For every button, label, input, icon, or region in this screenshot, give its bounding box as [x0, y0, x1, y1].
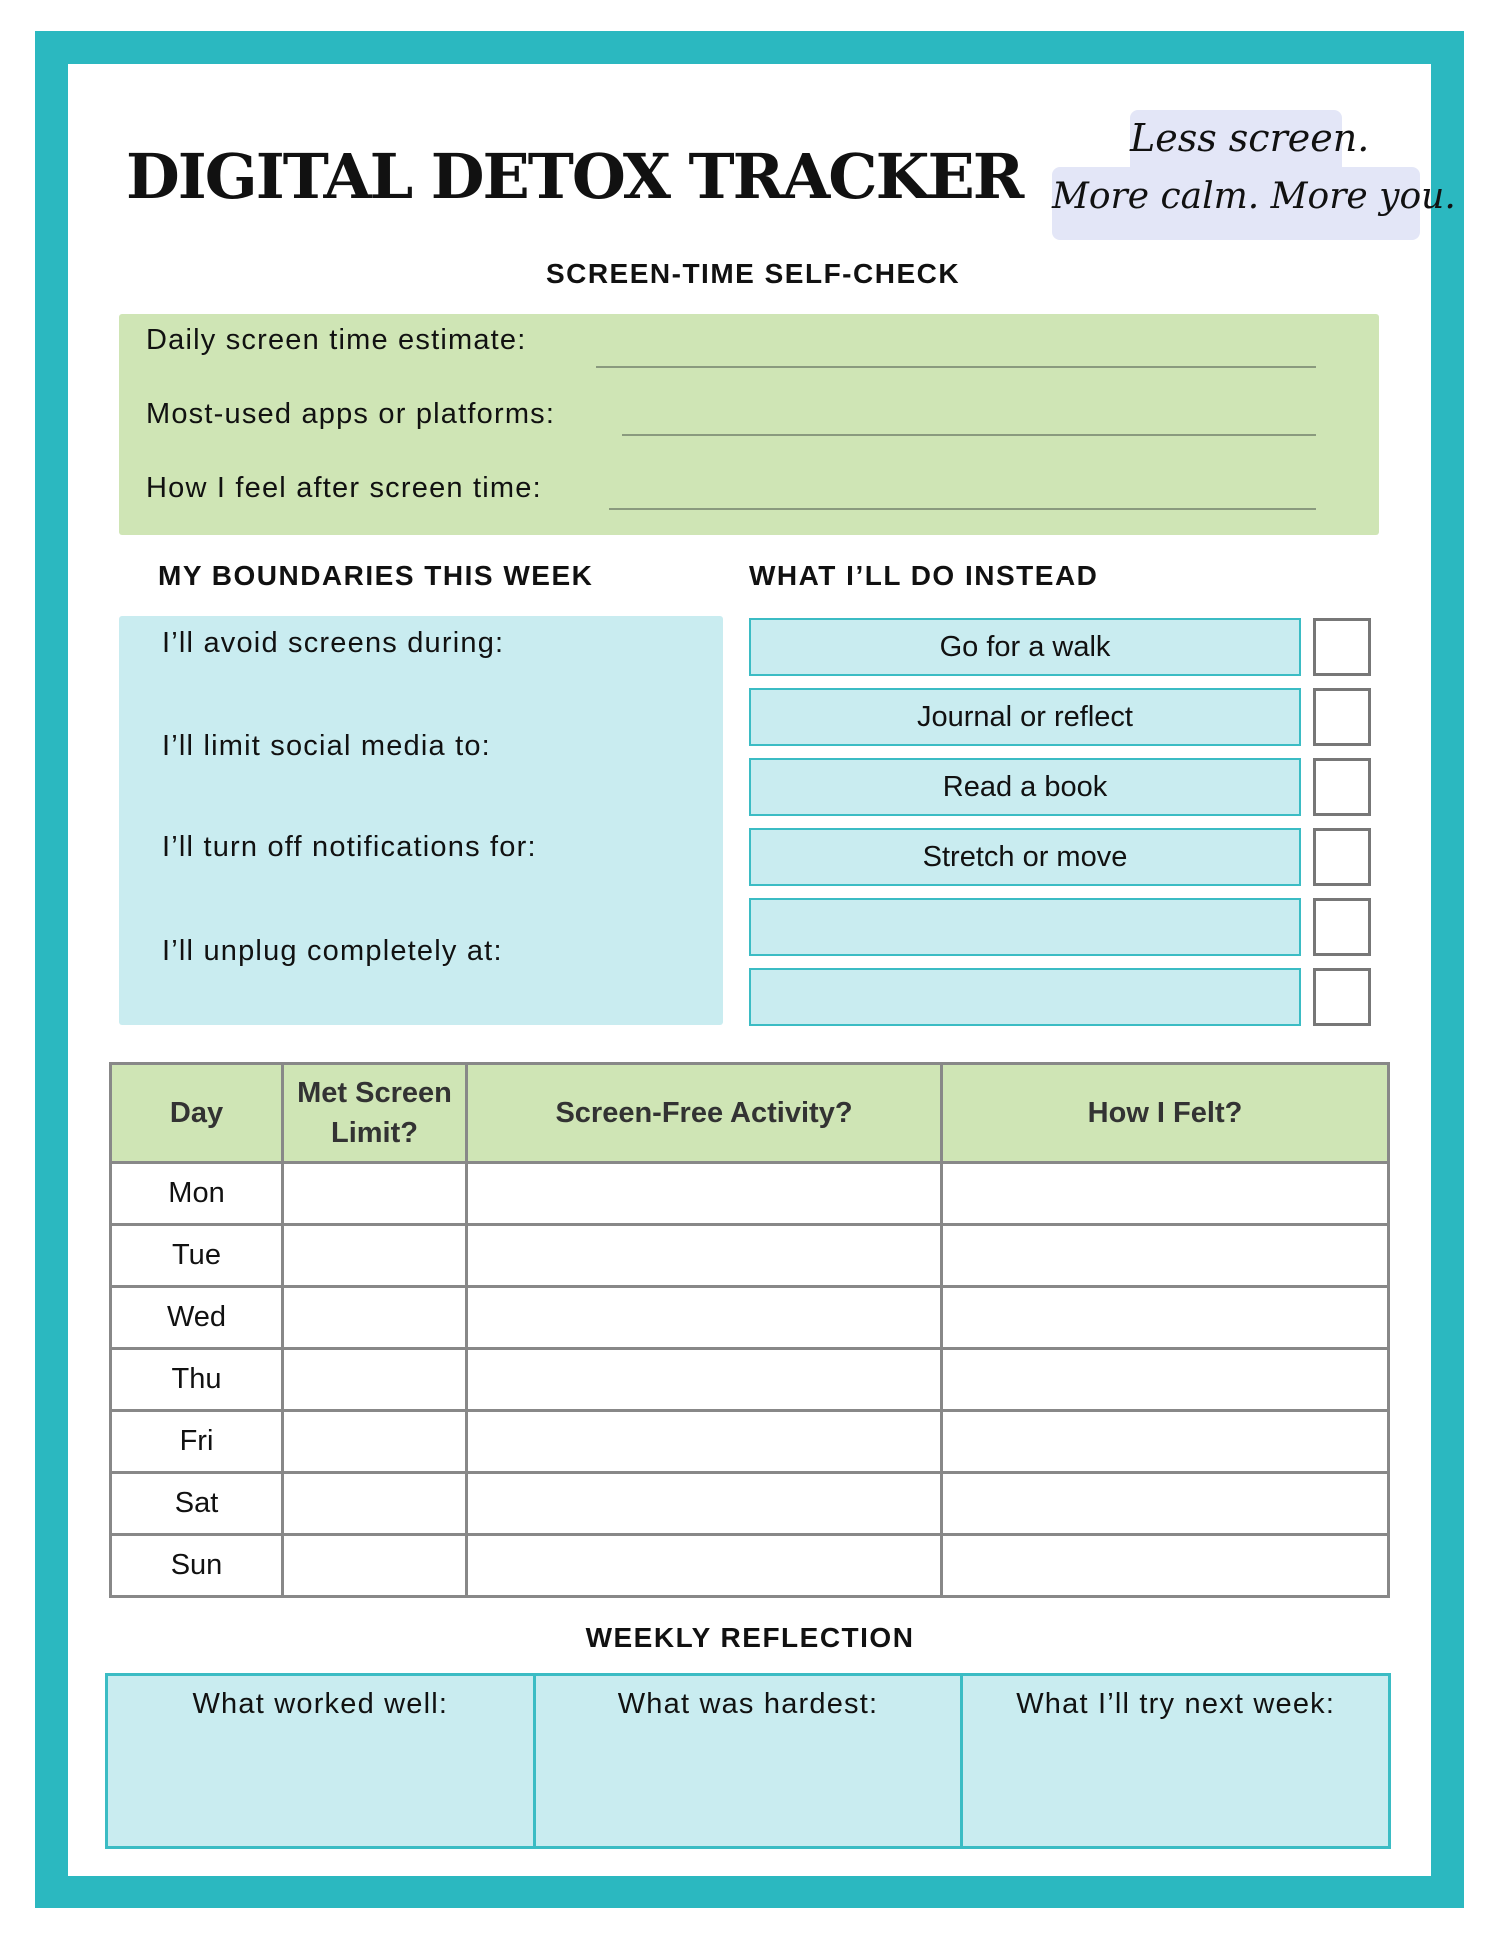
felt-cell[interactable]	[942, 1287, 1389, 1349]
field-label: Daily screen time estimate:	[146, 324, 527, 356]
activity-checkbox[interactable]	[1313, 618, 1371, 676]
activity-checkbox[interactable]	[1313, 968, 1371, 1026]
activity-option-blank[interactable]	[749, 968, 1301, 1026]
table-row	[111, 1473, 1389, 1535]
instead-heading: WHAT I’LL DO INSTEAD	[749, 560, 1099, 591]
day-cell: Wed	[111, 1287, 283, 1349]
met-limit-cell[interactable]	[283, 1473, 467, 1535]
activity-option: Go for a walk	[749, 618, 1301, 676]
activity-cell[interactable]	[467, 1411, 942, 1473]
table-row	[111, 1287, 1389, 1349]
activity-cell[interactable]	[467, 1535, 942, 1597]
met-limit-cell[interactable]	[283, 1163, 467, 1225]
table-row	[111, 1225, 1389, 1287]
day-cell: Mon	[111, 1163, 283, 1225]
weekly-tracker-table	[109, 1062, 1390, 1598]
boundaries-heading: MY BOUNDARIES THIS WEEK	[158, 560, 594, 591]
activity-cell[interactable]	[467, 1287, 942, 1349]
activity-checkbox[interactable]	[1313, 758, 1371, 816]
header-met-limit: Met Screen Limit?	[283, 1064, 467, 1163]
activity-option: Journal or reflect	[749, 688, 1301, 746]
table-row	[111, 1411, 1389, 1473]
feeling-input-line[interactable]	[609, 508, 1316, 510]
page-title: DIGITAL DETOX TRACKER	[126, 140, 1023, 213]
met-limit-cell[interactable]	[283, 1225, 467, 1287]
table-row	[111, 1163, 1389, 1225]
felt-cell[interactable]	[942, 1349, 1389, 1411]
met-limit-cell[interactable]	[283, 1535, 467, 1597]
activity-checkbox[interactable]	[1313, 898, 1371, 956]
activity-option: Read a book	[749, 758, 1301, 816]
met-limit-cell[interactable]	[283, 1287, 467, 1349]
felt-cell[interactable]	[942, 1411, 1389, 1473]
activity-cell[interactable]	[467, 1225, 942, 1287]
apps-input-line[interactable]	[622, 434, 1316, 436]
self-check-heading: SCREEN-TIME SELF-CHECK	[545, 258, 961, 289]
tagline-line2: More calm. More you.	[1052, 176, 1456, 217]
boundary-item: I’ll unplug completely at:	[162, 935, 503, 967]
day-cell: Sat	[111, 1473, 283, 1535]
reflection-worked[interactable]: What worked well:	[192, 1688, 449, 1720]
felt-cell[interactable]	[942, 1225, 1389, 1287]
reflection-next-week[interactable]: What I’ll try next week:	[960, 1676, 1388, 1846]
reflection-panel	[105, 1673, 1391, 1849]
table-row	[111, 1535, 1389, 1597]
boundary-item: I’ll avoid screens during:	[162, 627, 505, 659]
day-cell: Thu	[111, 1349, 283, 1411]
field-label: How I feel after screen time:	[146, 472, 542, 504]
felt-cell[interactable]	[942, 1535, 1389, 1597]
field-label: Most-used apps or platforms:	[146, 398, 556, 430]
activity-cell[interactable]	[467, 1473, 942, 1535]
table-row	[111, 1349, 1389, 1411]
header-activity: Screen-Free Activity?	[467, 1064, 942, 1163]
boundary-item: I’ll limit social media to:	[162, 730, 491, 762]
header-day: Day	[111, 1064, 283, 1163]
day-cell: Tue	[111, 1225, 283, 1287]
activity-option: Stretch or move	[749, 828, 1301, 886]
activity-checkbox[interactable]	[1313, 828, 1371, 886]
header-felt: How I Felt?	[942, 1064, 1389, 1163]
activity-option-blank[interactable]	[749, 898, 1301, 956]
day-cell: Sun	[111, 1535, 283, 1597]
activity-cell[interactable]	[467, 1349, 942, 1411]
met-limit-cell[interactable]	[283, 1349, 467, 1411]
boundary-item: I’ll turn off notifications for:	[162, 831, 537, 863]
felt-cell[interactable]	[942, 1473, 1389, 1535]
activity-cell[interactable]	[467, 1163, 942, 1225]
activity-checkbox[interactable]	[1313, 688, 1371, 746]
reflection-hardest[interactable]: What was hardest:	[533, 1676, 961, 1846]
tagline-line1: Less screen.	[1130, 116, 1370, 160]
felt-cell[interactable]	[942, 1163, 1389, 1225]
met-limit-cell[interactable]	[283, 1411, 467, 1473]
screen-time-input-line[interactable]	[596, 366, 1316, 368]
day-cell: Fri	[111, 1411, 283, 1473]
reflection-heading: WEEKLY REFLECTION	[585, 1622, 915, 1653]
